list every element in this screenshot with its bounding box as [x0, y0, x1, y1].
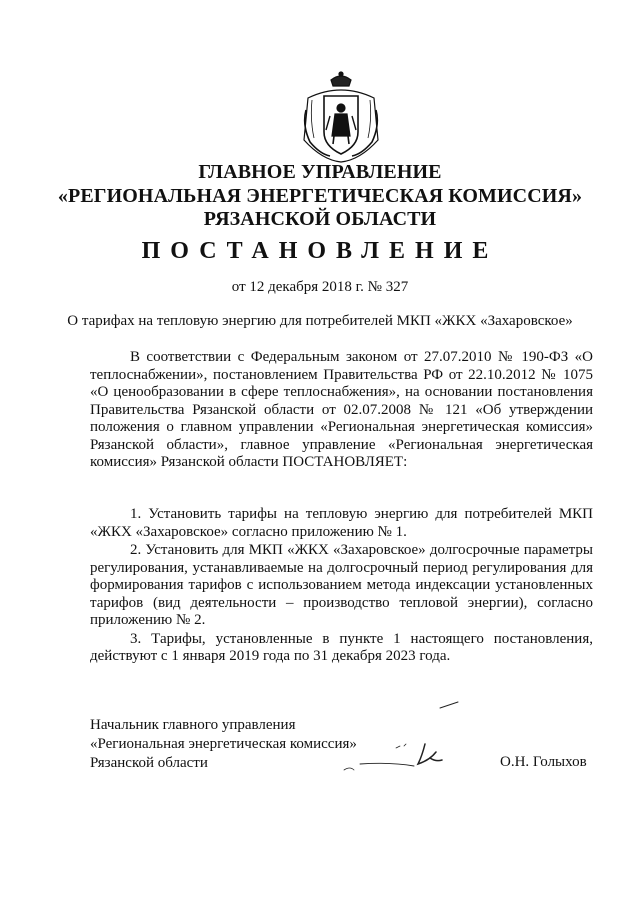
org-name-line-2: «РЕГИОНАЛЬНАЯ ЭНЕРГЕТИЧЕСКАЯ КОМИССИЯ»: [57, 185, 583, 207]
preamble-section: [90, 349, 593, 472]
signatory-title: [90, 716, 357, 773]
preamble-paragraph: В соответствии с Федеральным законом от 27.07.2010 № 190-ФЗ «О теплоснабжении», постановлением Правительства РФ от 22.10.2012 № 1075 «О ценообразовании в сфере теплоснабжения», на основании постановления Правительства Рязанской области от 02.07.2008 № 121 «Об утверждении положения о главном управлении «Региональная энергетическая комиссия» Рязанской области», главное управление «Региональная энергетическая комиссия» Рязанской области ПОСТАНОВЛЯЕТ:: [90, 349, 593, 470]
resolution-item-1: 1. Установить тарифы на тепловую энергию для потребителей МКП «ЖКХ «Захаровское» согласно приложению № 1.: [90, 506, 593, 540]
document-date-number: от 12 декабря 2018 г. № 327: [231, 279, 409, 295]
handwritten-signature: [340, 700, 460, 780]
signatory-title-line-3: Рязанской области: [90, 755, 208, 771]
coat-of-arms-icon: [300, 70, 382, 165]
resolution-item-2: 2. Установить для МКП «ЖКХ «Захаровское» долгосрочные параметры регулирования, устанавливаемые на долгосрочный период регулирования для формирования тарифов с использованием метода индексации установленных тарифов (вид деятельности – производство тепловой энергии), согласно приложению № 2.: [90, 542, 593, 628]
org-name-line-1: ГЛАВНОЕ УПРАВЛЕНИЕ: [198, 161, 442, 183]
resolution-item-3: 3. Тарифы, установленные в пункте 1 настоящего постановления, действуют с 1 января 2019 года по 31 декабря 2023 года.: [90, 630, 593, 664]
resolution-items: [90, 506, 593, 666]
document-type-title: ПОСТАНОВЛЕНИЕ: [141, 238, 499, 264]
signatory-title-line-1: Начальник главного управления: [90, 717, 296, 733]
signatory-name: О.Н. Голыхов: [500, 754, 587, 770]
document-subject: О тарифах на тепловую энергию для потребителей МКП «ЖКХ «Захаровское»: [67, 313, 573, 329]
org-name-line-3: РЯЗАНСКОЙ ОБЛАСТИ: [203, 208, 437, 230]
signatory-title-line-2: «Региональная энергетическая комиссия»: [90, 736, 357, 752]
